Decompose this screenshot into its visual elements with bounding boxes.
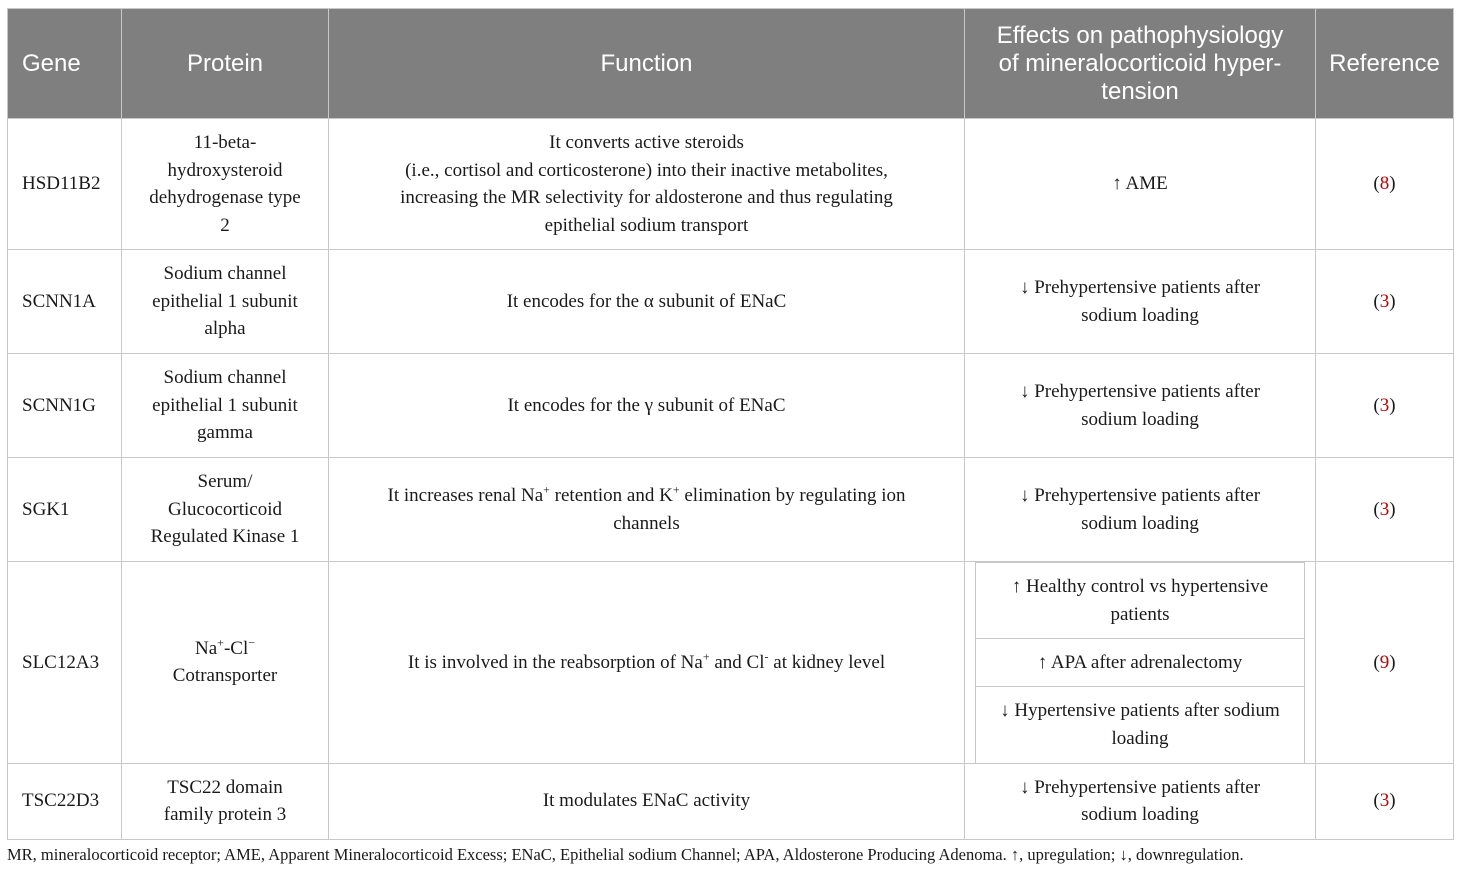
function-line xyxy=(339,649,954,677)
header-effects-line: Effects on pathophysiology xyxy=(996,21,1284,49)
effects-line: ↓ Prehypertensive patients after xyxy=(1019,277,1261,298)
gene-cell: SGK1 xyxy=(8,458,122,562)
superscript: − xyxy=(248,635,255,650)
table-row xyxy=(8,250,1454,354)
function-line: epithelial sodium transport xyxy=(544,214,749,236)
function-line: It modulates ENaC activity xyxy=(542,790,751,812)
reference-cell xyxy=(1316,763,1454,839)
effects-subcell xyxy=(976,563,1305,639)
table-row xyxy=(8,119,1454,250)
protein-line xyxy=(132,635,318,663)
effects-line: loading xyxy=(1111,727,1169,749)
protein-line: 11-beta- xyxy=(193,132,257,153)
protein-line: Sodium channel xyxy=(163,263,287,285)
table-footnote: MR, mineralocorticoid receptor; AME, Apparent Mineralocorticoid Excess; ENaC, Epithelial sodium Channel; APA, Aldosterone Producing Adenoma. ↑, upregulation; ↓, downregulation. xyxy=(7,845,1244,864)
effects-cell xyxy=(965,119,1316,250)
effects-line: sodium loading xyxy=(1081,512,1199,534)
ref-paren: ( xyxy=(1373,651,1380,673)
reference-cell xyxy=(1316,354,1454,458)
protein-cell xyxy=(122,250,329,354)
function-cell xyxy=(329,354,965,458)
header-gene: Gene xyxy=(8,9,122,119)
protein-cell xyxy=(122,562,329,764)
superscript: + xyxy=(543,482,550,497)
header-effects xyxy=(965,9,1316,119)
ref-paren: ) xyxy=(1389,394,1396,416)
gene-cell: SLC12A3 xyxy=(8,562,122,764)
header-protein: Protein xyxy=(122,9,329,119)
effects-line: ↓ Prehypertensive patients after xyxy=(1019,485,1261,506)
function-line: It encodes for the γ subunit of ENaC xyxy=(507,394,786,416)
function-text: and Cl xyxy=(709,651,765,673)
effects-subcell xyxy=(976,687,1305,763)
protein-cell xyxy=(122,119,329,250)
protein-line: 2 xyxy=(220,214,230,236)
ref-paren: ( xyxy=(1373,394,1380,416)
header-row xyxy=(8,9,1454,119)
table-row xyxy=(8,458,1454,562)
effects-subrow xyxy=(976,639,1305,687)
superscript: + xyxy=(672,482,680,497)
table-row xyxy=(8,354,1454,458)
ref-paren: ) xyxy=(1389,790,1396,812)
function-cell xyxy=(329,458,965,562)
function-text: elimination by regulating ion xyxy=(679,485,906,506)
superscript: + xyxy=(217,635,224,650)
protein-line: epithelial 1 subunit xyxy=(152,394,298,416)
function-text: It increases renal Na xyxy=(387,485,544,506)
function-line: It encodes for the α subunit of ENaC xyxy=(506,290,787,312)
header-effects-line: tension xyxy=(1101,77,1179,105)
effects-subrow xyxy=(976,563,1305,639)
effects-line: patients xyxy=(1110,603,1170,625)
reference-link[interactable]: 3 xyxy=(1379,394,1390,416)
effects-line: ↓ Prehypertensive patients after xyxy=(1019,381,1261,402)
protein-line: Cotransporter xyxy=(172,665,278,687)
function-line: (i.e., cortisol and corticosterone) into their inactive metabolites, xyxy=(405,159,888,181)
table-row xyxy=(8,562,1454,764)
gene-cell: SCNN1A xyxy=(8,250,122,354)
gene-table xyxy=(7,8,1454,840)
protein-line: alpha xyxy=(204,318,246,340)
function-cell xyxy=(329,119,965,250)
reference-link[interactable]: 3 xyxy=(1379,498,1390,520)
protein-line: Sodium channel xyxy=(163,367,287,389)
effects-line: ↑ Healthy control vs hypertensive xyxy=(1011,576,1269,597)
protein-line: Serum/ xyxy=(197,471,253,493)
function-line: increasing the MR selectivity for aldosterone and thus regulating xyxy=(400,187,893,208)
function-text: retention and K xyxy=(549,485,673,506)
function-cell xyxy=(329,562,965,764)
protein-line: Regulated Kinase 1 xyxy=(150,526,300,548)
gene-cell: TSC22D3 xyxy=(8,763,122,839)
protein-line: dehydrogenase type xyxy=(149,187,301,208)
function-text: at kidney level xyxy=(768,651,886,673)
protein-line: epithelial 1 subunit xyxy=(152,290,298,312)
function-text: It is involved in the reabsorption of Na xyxy=(407,651,703,673)
protein-cell xyxy=(122,354,329,458)
protein-line: TSC22 domain xyxy=(167,776,283,798)
gene-cell: HSD11B2 xyxy=(8,119,122,250)
superscript: - xyxy=(764,649,769,664)
effects-cell xyxy=(965,354,1316,458)
effects-line: ↑ APA after adrenalectomy xyxy=(1037,651,1243,673)
effects-cell xyxy=(965,562,1316,764)
function-line xyxy=(339,482,954,510)
reference-link[interactable]: 8 xyxy=(1379,173,1390,195)
ref-paren: ( xyxy=(1373,498,1380,520)
reference-link[interactable]: 9 xyxy=(1379,651,1390,673)
protein-line: Glucocorticoid xyxy=(168,498,282,520)
ref-paren: ) xyxy=(1389,290,1396,312)
protein-line: family protein 3 xyxy=(163,804,287,825)
reference-link[interactable]: 3 xyxy=(1379,290,1390,312)
effects-subtable xyxy=(975,562,1305,763)
effects-line: ↓ Prehypertensive patients after xyxy=(1019,776,1261,798)
function-cell xyxy=(329,763,965,839)
effects-line: ↓ Hypertensive patients after sodium xyxy=(1000,700,1280,722)
header-reference: Reference xyxy=(1316,9,1454,119)
table-row xyxy=(8,763,1454,839)
ref-paren: ( xyxy=(1373,790,1380,812)
protein-cell xyxy=(122,763,329,839)
table-container xyxy=(7,8,1453,840)
reference-cell xyxy=(1316,458,1454,562)
protein-text: Na xyxy=(195,637,218,659)
function-cell xyxy=(329,250,965,354)
protein-line: gamma xyxy=(197,422,253,444)
gene-cell: SCNN1G xyxy=(8,354,122,458)
effects-line: sodium loading xyxy=(1081,408,1199,430)
header-effects-line: of mineralocorticoid hyper- xyxy=(998,49,1282,77)
effects-cell xyxy=(965,763,1316,839)
effects-cell xyxy=(965,250,1316,354)
ref-paren: ( xyxy=(1373,290,1380,312)
header-function: Function xyxy=(329,9,965,119)
reference-cell xyxy=(1316,250,1454,354)
superscript: + xyxy=(702,649,710,664)
protein-line: hydroxysteroid xyxy=(167,159,283,181)
effects-subrow xyxy=(976,687,1305,763)
reference-cell xyxy=(1316,562,1454,764)
ref-paren: ) xyxy=(1389,651,1396,673)
reference-cell xyxy=(1316,119,1454,250)
ref-paren: ( xyxy=(1373,173,1380,195)
effects-subcell xyxy=(976,639,1305,687)
effects-line: ↑ AME xyxy=(1112,173,1168,195)
effects-cell xyxy=(965,458,1316,562)
reference-link[interactable]: 3 xyxy=(1379,790,1390,812)
protein-cell xyxy=(122,458,329,562)
function-line: It converts active steroids xyxy=(549,132,744,153)
function-line: channels xyxy=(613,512,680,534)
protein-text: -Cl xyxy=(223,637,249,659)
ref-paren: ) xyxy=(1389,498,1396,520)
ref-paren: ) xyxy=(1389,173,1396,195)
effects-line: sodium loading xyxy=(1081,304,1199,326)
effects-line: sodium loading xyxy=(1081,804,1199,825)
